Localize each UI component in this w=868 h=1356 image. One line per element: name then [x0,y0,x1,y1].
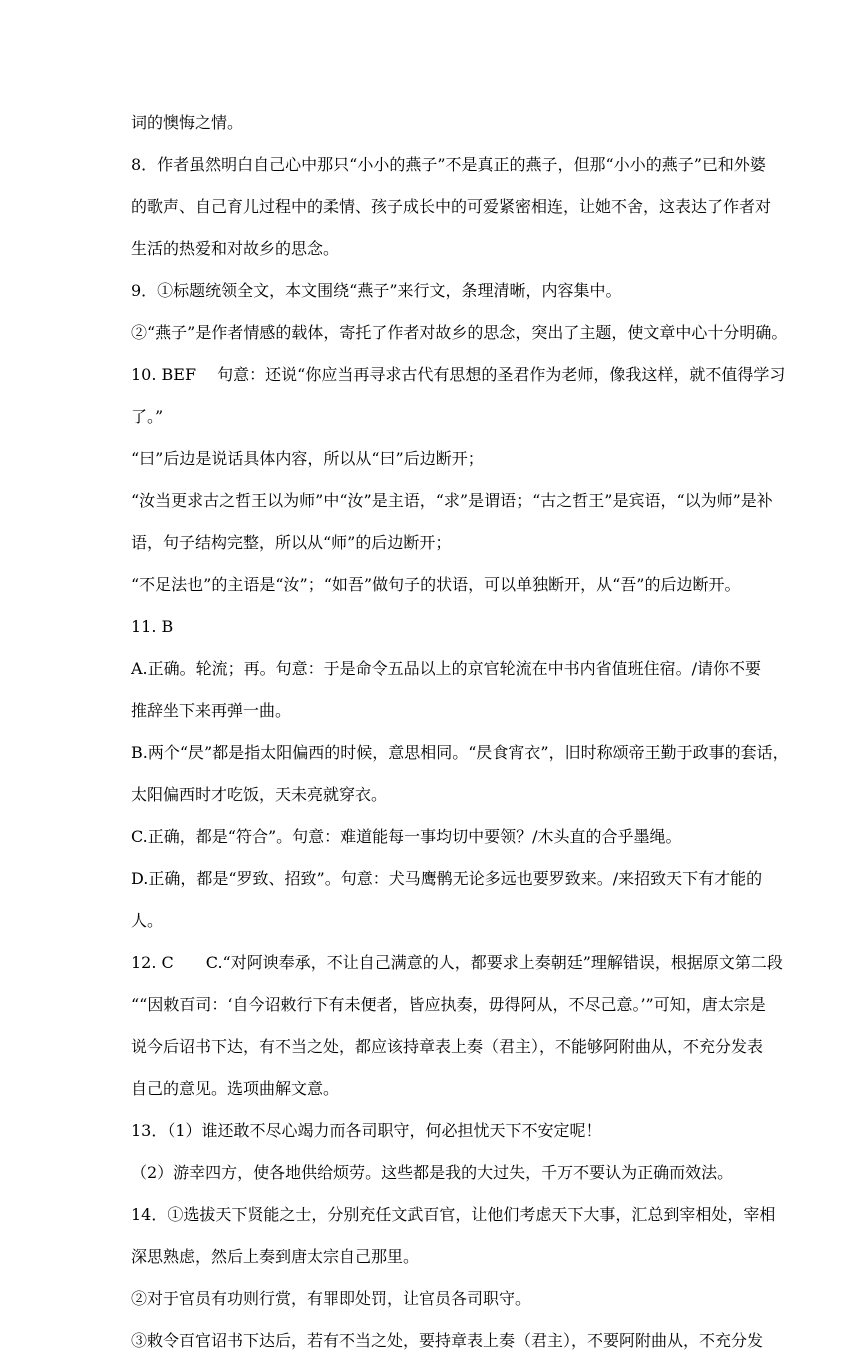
text-line: 语，句子结构完整，所以从“师”的后边断开； [131,533,452,552]
text-line: “不足法也”的主语是“汝”；“如吾”做句子的状语，可以单独断开，从“吾”的后边断开。 [131,575,741,594]
text-line: 了。” [131,407,164,426]
text-line: ②对于官员有功则行赏，有罪即处罚，让官员各司职守。 [131,1289,532,1308]
text-line: A.正确。轮流；再。句意：于是命令五品以上的京官轮流在中书内省值班住宿。/请你不要 [131,659,762,678]
text-line: 14．①选拔天下贤能之士，分别充任文武百官，让他们考虑天下大事，汇总到宰相处，宰相 [131,1205,776,1224]
text-line: 太阳偏西时才吃饭，天未亮就穿衣。 [131,785,388,804]
text-line: 8．作者虽然明白自己心中那只“小小的燕子”不是真正的燕子，但那“小小的燕子”已和外婆 [131,155,766,174]
text-line: 13．（1）谁还敢不尽心竭力而各司职守，何必担忧天下不安定呢！ [131,1121,602,1140]
text-line: D.正确，都是“罗致、招致”。句意：犬马鹰鹘无论多远也要罗致来。/来招致天下有才能的 [131,869,763,888]
text-line: ““因敕百司：‘自今诏敕行下有未便者，皆应执奏，毋得阿从，不尽己意。’”可知，唐太宗是 [131,995,766,1014]
text-line: （2）游幸四方，使各地供给烦劳。这些都是我的大过失，千万不要认为正确而效法。 [131,1163,734,1182]
text-line: B.两个“昃”都是指太阳偏西的时候，意思相同。“昃食宵衣”，旧时称颂帝王勤于政事的套话， [131,743,789,762]
text-line: “汝当更求古之哲王以为师”中“汝”是主语，“求”是谓语；“古之哲王”是宾语，“以为师”是补 [131,491,773,510]
text-line: 人。 [131,911,164,930]
text-line: 推辞坐下来再弹一曲。 [131,701,292,720]
text-line: 深思熟虑，然后上奏到唐太宗自己那里。 [131,1247,420,1266]
text-line: 生活的热爱和对故乡的思念。 [131,239,340,258]
text-line: C.正确，都是“符合”。句意：难道能每一事均切中要领？/木头直的合乎墨绳。 [131,827,682,846]
text-line: 自己的意见。选项曲解文意。 [131,1079,340,1098]
text-line: ②“燕子”是作者情感的载体，寄托了作者对故乡的思念，突出了主题，使文章中心十分明确。 [131,323,788,342]
text-line: 词的懊悔之情。 [131,113,244,132]
text-line: ③敕令百官诏书下达后，若有不当之处，要持章表上奏（君主），不要阿附曲从，不充分发 [131,1331,764,1350]
text-line: “曰”后边是说话具体内容，所以从“曰”后边断开； [131,449,484,468]
text-line: 10. BEF 句意：还说“你应当再寻求古代有思想的圣君作为老师，像我这样，就不值得学习 [131,365,786,384]
answer-text-body [131,108,789,1356]
text-line: 说今后诏书下达，有不当之处，都应该持章表上奏（君主），不能够阿附曲从，不充分发表 [131,1037,764,1056]
text-line: 9．①标题统领全文，本文围绕“燕子”来行文，条理清晰，内容集中。 [131,281,622,300]
text-line: 11. B [131,617,174,636]
text-line: 12. C C.“对阿谀奉承，不让自己满意的人，都要求上奏朝廷”理解错误，根据原文第二段 [131,953,783,972]
text-line: 的歌声、自己育儿过程中的柔情、孩子成长中的可爱紧密相连，让她不舍，这表达了作者对 [131,197,772,216]
